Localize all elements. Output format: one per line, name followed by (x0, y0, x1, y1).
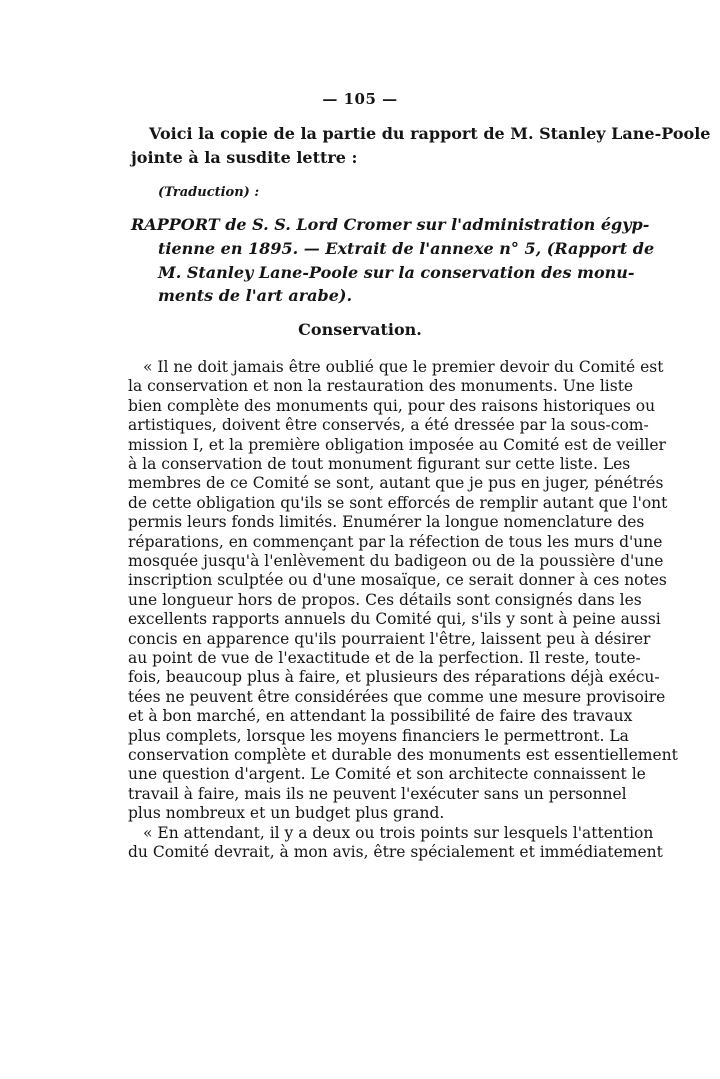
body-line: travail à faire, mais ils ne peuvent l'exécuter sans un personnel (128, 784, 627, 803)
body-line: permis leurs fonds limités. Enumérer la longue nomenclature des (128, 513, 645, 532)
body-line: plus nombreux et un budget plus grand. (128, 804, 445, 823)
report-title-line-1: RAPPORT de S. S. Lord Cromer sur l'administration égyp- (131, 215, 650, 234)
body-line: tées ne peuvent être considérées que comme une mesure provisoire (128, 687, 666, 706)
page-number: — 105 — (322, 90, 398, 108)
body-line: de cette obligation qu'ils se sont efforcés de remplir autant que l'ont (128, 493, 668, 512)
body-line: la conservation et non la restauration des monuments. Une liste (128, 377, 634, 396)
body-line: conservation complète et durable des monuments est essentiellement (128, 746, 678, 764)
body-line: réparations, en commençant par la réfection de tous les murs d'une (128, 532, 663, 551)
body-line: et à bon marché, en attendant la possibilité de faire des travaux (128, 707, 633, 726)
translation-label: (Traduction) : (158, 185, 260, 200)
body-line: fois, beaucoup plus à faire, et plusieurs des réparations déjà exécu- (128, 668, 660, 687)
body-line: au point de vue de l'exactitude et de la perfection. Il reste, toute- (128, 649, 641, 667)
body-line: à la conservation de tout monument figurant sur cette liste. Les (128, 455, 631, 473)
report-title-line-4: ments de l'art arabe). (158, 286, 353, 305)
body-line: bien complète des monuments qui, pour des raisons historiques ou (128, 396, 656, 415)
body-line: une question d'argent. Le Comité et son architecte connaissent le (128, 765, 646, 784)
body-line: mission I, et la première obligation imposée au Comité est de veiller (128, 435, 666, 454)
body-line: concis en apparence qu'ils pourraient l'être, laissent peu à désirer (128, 629, 651, 648)
body-line: artistiques, doivent être conservés, a été dressée par la sous-com- (128, 416, 649, 435)
report-title-line-3: M. Stanley Lane-Poole sur la conservation des monu- (158, 263, 635, 282)
body-line: plus complets, lorsque les moyens financiers le permettront. La (128, 726, 629, 745)
section-heading: Conservation. (298, 320, 422, 339)
intro-line-1: Voici la copie de la partie du rapport de M. Stanley Lane-Poole (149, 124, 711, 143)
body-line: « En attendant, il y a deux ou trois points sur lesquels l'attention (143, 823, 654, 842)
body-line: une longueur hors de propos. Ces détails sont consignés dans les (128, 590, 642, 609)
body-line: excellents rapports annuels du Comité qui, s'ils y sont à peine aussi (128, 610, 661, 629)
report-title-line-2: tienne en 1895. — Extrait de l'annexe n° 5, (Rapport de (158, 239, 655, 258)
body-line: mosquée jusqu'à l'enlèvement du badigeon ou de la poussière d'une (128, 552, 664, 570)
body-line: « Il ne doit jamais être oublié que le premier devoir du Comité est (143, 358, 664, 376)
intro-line-2: jointe à la susdite lettre : (131, 148, 358, 167)
body-line: inscription sculptée ou d'une mosaïque, ce serait donner à ces notes (128, 571, 667, 590)
body-line: du Comité devrait, à mon avis, être spécialement et immédiatement (128, 843, 663, 861)
body-line: membres de ce Comité se sont, autant que je pus en juger, pénétrés (128, 474, 664, 493)
